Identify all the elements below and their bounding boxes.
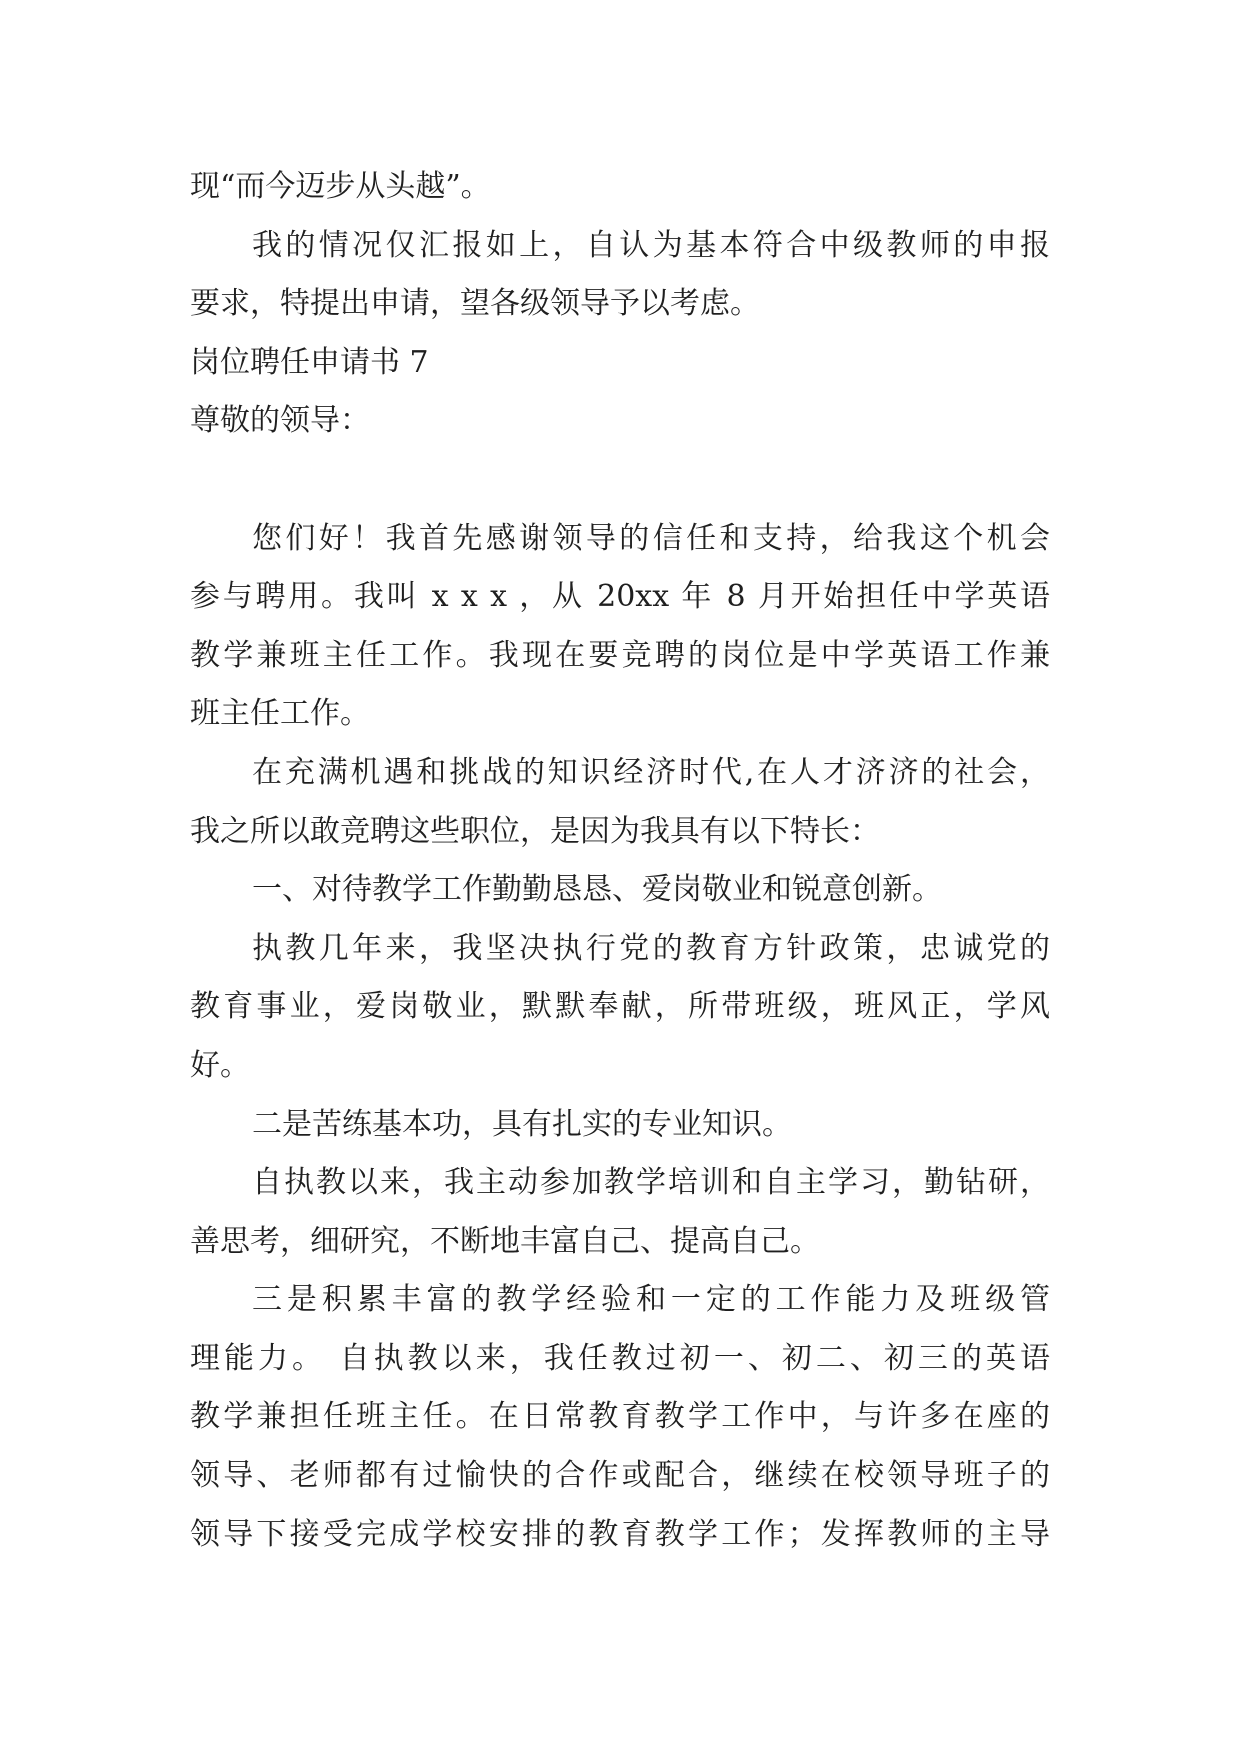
blank-line xyxy=(190,451,1050,510)
text-line: 教育事业，爱岗敬业，默默奉献，所带班级，班风正，学风 xyxy=(190,989,1050,1025)
text-line: 教学兼班主任工作。我现在要竞聘的岗位是中学英语工作兼 xyxy=(190,637,1050,673)
text-line: 要求，特提出申请，望各级领导予以考虑。 xyxy=(190,286,760,322)
text-line: 理能力。 自执教以来，我任教过初一、初二、初三的英语 xyxy=(190,1340,1050,1376)
text-line: 执教几年来，我坚决执行党的教育方针政策，忠诚党的 xyxy=(252,930,1050,966)
text-line: 领导下接受完成学校安排的教育教学工作；发挥教师的主导 xyxy=(190,1516,1050,1552)
text-line: 班主任工作。 xyxy=(190,696,370,732)
text-line: 教学兼担任班主任。在日常教育教学工作中，与许多在座的 xyxy=(190,1399,1050,1435)
text-line: 三是积累丰富的教学经验和一定的工作能力及班级管 xyxy=(252,1282,1050,1318)
text-line: 现“而今迈步从头越”。 xyxy=(190,169,491,204)
text-line: 善思考，细研究，不断地丰富自己、提高自己。 xyxy=(190,1223,820,1259)
salutation: 尊敬的领导： xyxy=(190,403,370,439)
text-line: 领导、老师都有过愉快的合作或配合，继续在校领导班子的 xyxy=(190,1458,1050,1494)
text-line: 我的情况仅汇报如上，自认为基本符合中级教师的申报 xyxy=(252,227,1050,263)
text-line: 在充满机遇和挑战的知识经济时代,在人才济济的社会， xyxy=(252,754,1050,790)
text-line: 好。 xyxy=(190,1047,250,1083)
text-line: 自执教以来，我主动参加教学培训和自主学习，勤钻研， xyxy=(252,1165,1050,1201)
document-body xyxy=(190,158,1050,1564)
text-line: 您们好！我首先感谢领导的信任和支持，给我这个机会 xyxy=(252,520,1050,556)
text-line: 我之所以敢竞聘这些职位，是因为我具有以下特长： xyxy=(190,813,880,849)
section-heading: 岗位聘任申请书 7 xyxy=(190,344,429,380)
text-line: 一、对待教学工作勤勤恳恳、爱岗敬业和锐意创新。 xyxy=(252,872,942,908)
text-line: 二是苦练基本功，具有扎实的专业知识。 xyxy=(252,1106,792,1142)
text-line: 参与聘用。我叫 x x x ，从 20xx 年 8 月开始担任中学英语 xyxy=(190,579,1050,615)
